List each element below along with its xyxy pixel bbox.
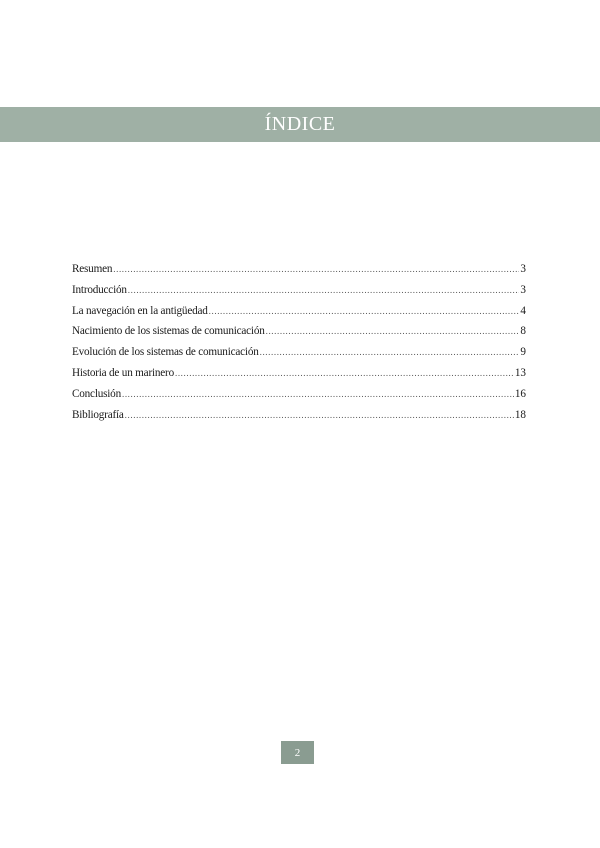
toc-entry-label: Bibliografía [72,408,124,421]
toc-entry-label: Historia de un marinero [72,366,174,379]
toc-entry-label: Evolución de los sistemas de comunicación [72,346,259,359]
toc-entry-page: 3 [520,263,526,275]
toc-entry-label: Resumen [72,263,113,275]
page-number: 2 [294,746,301,759]
toc-entry-page: 18 [514,408,526,421]
toc-entry-page: 8 [520,325,526,338]
toc-leader-dots [113,259,519,280]
title-banner [0,107,600,142]
toc-entry-page: 3 [520,283,526,296]
toc-entry-nacimiento-sistemas[interactable] [72,321,526,342]
toc-leader-dots [175,363,514,384]
toc-entry-page: 9 [520,346,526,359]
toc-entry-label: La navegación en la antigüedad [72,304,208,317]
toc-entry-navegacion-antiguedad[interactable] [72,301,526,322]
toc-leader-dots [260,342,520,363]
table-of-contents [72,259,526,425]
toc-entry-label: Nacimiento de los sistemas de comunicación [72,325,265,338]
toc-entry-page: 4 [520,304,526,317]
page-title: ÍNDICE [264,113,336,135]
toc-entry-resumen[interactable] [72,259,526,280]
toc-leader-dots [125,405,514,426]
toc-entry-evolucion-sistemas[interactable] [72,342,526,363]
page-number-badge [281,741,314,764]
toc-entry-historia-marinero[interactable] [72,363,526,384]
toc-leader-dots [209,301,520,322]
toc-entry-conclusion[interactable] [72,384,526,405]
toc-entry-page: 13 [514,366,526,379]
toc-entry-label: Conclusión [72,387,121,400]
toc-leader-dots [122,384,514,405]
toc-entry-bibliografia[interactable] [72,405,526,426]
toc-leader-dots [128,280,520,301]
toc-entry-introduccion[interactable] [72,280,526,301]
toc-entry-page: 16 [514,387,526,400]
toc-entry-label: Introducción [72,283,127,296]
toc-leader-dots [266,321,520,342]
